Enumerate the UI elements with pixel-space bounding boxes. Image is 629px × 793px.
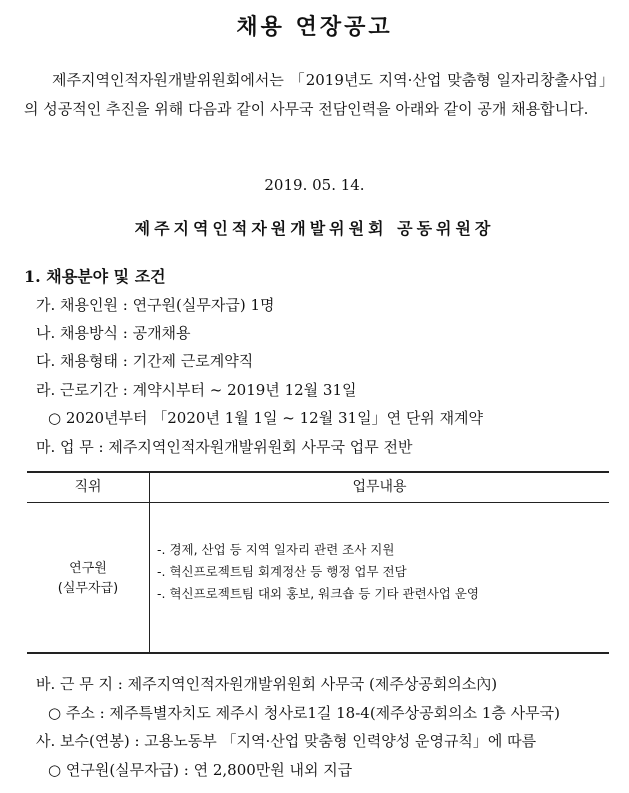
duties-cell (157, 539, 479, 605)
announcement-date: 2019. 05. 14. (264, 176, 365, 194)
position-level: (실무자급) (57, 580, 119, 596)
item-salary-detail: ○ 연구원(실무자급) : 연 2,800만원 내외 지급 (48, 761, 353, 779)
header-position: 직위 (74, 479, 102, 495)
job-table (27, 471, 609, 654)
item-address: ○ 주소 : 제주특별자치도 제주시 청사로1길 18-4(제주상공회의소 1층 사무국) (48, 704, 561, 722)
item-employment-type: 다. 채용형태 : 기간제 근로계약직 (36, 352, 254, 370)
intro-paragraph: 제주지역인적자원개발위원회에서는 「2019년도 지역·산업 맞춤형 일자리창출사업」의 성공적인 추진을 위해 다음과 같이 사무국 전담인력을 아래와 같이 공개 채용합니다. (24, 71, 614, 118)
duty-item: -. 경제, 산업 등 지역 일자리 관련 조사 지원 (157, 542, 395, 557)
duty-item: -. 혁신프로젝트팀 회계정산 등 행정 업무 전담 (157, 564, 407, 579)
duty-item: -. 혁신프로젝트팀 대외 홍보, 워크숍 등 기타 관련사업 운영 (157, 586, 479, 601)
position-cell (27, 503, 149, 654)
item-salary: 사. 보수(연봉) : 고용노동부 「지역·산업 맞춤형 인력양성 운영규칙」에 따름 (36, 732, 537, 750)
item-duties: 마. 업 무 : 제주지역인적자원개발위원회 사무국 업무 전반 (36, 438, 413, 456)
item-work-period: 라. 근로기간 : 계약시부터 ~ 2019년 12월 31일 (36, 381, 357, 399)
item-workplace: 바. 근 무 지 : 제주지역인적자원개발위원회 사무국 (제주상공회의소內) (36, 675, 498, 693)
item-recruit-method: 나. 채용방식 : 공개채용 (36, 324, 191, 342)
position-title: 연구원 (69, 560, 107, 576)
item-recruit-count: 가. 채용인원 : 연구원(실무자급) 1명 (36, 296, 275, 314)
item-renewal-note: ○ 2020년부터 「2020년 1월 1일 ~ 12월 31일」연 단위 재계약 (48, 409, 484, 427)
header-duties: 업무내용 (352, 479, 407, 495)
table-header-row (27, 473, 609, 503)
document-title: 채용 연장공고 (236, 14, 393, 40)
organization-signature: 제주지역인적자원개발위원회 공동위원장 (134, 219, 495, 238)
section-heading: 1. 채용분야 및 조건 (24, 267, 166, 286)
